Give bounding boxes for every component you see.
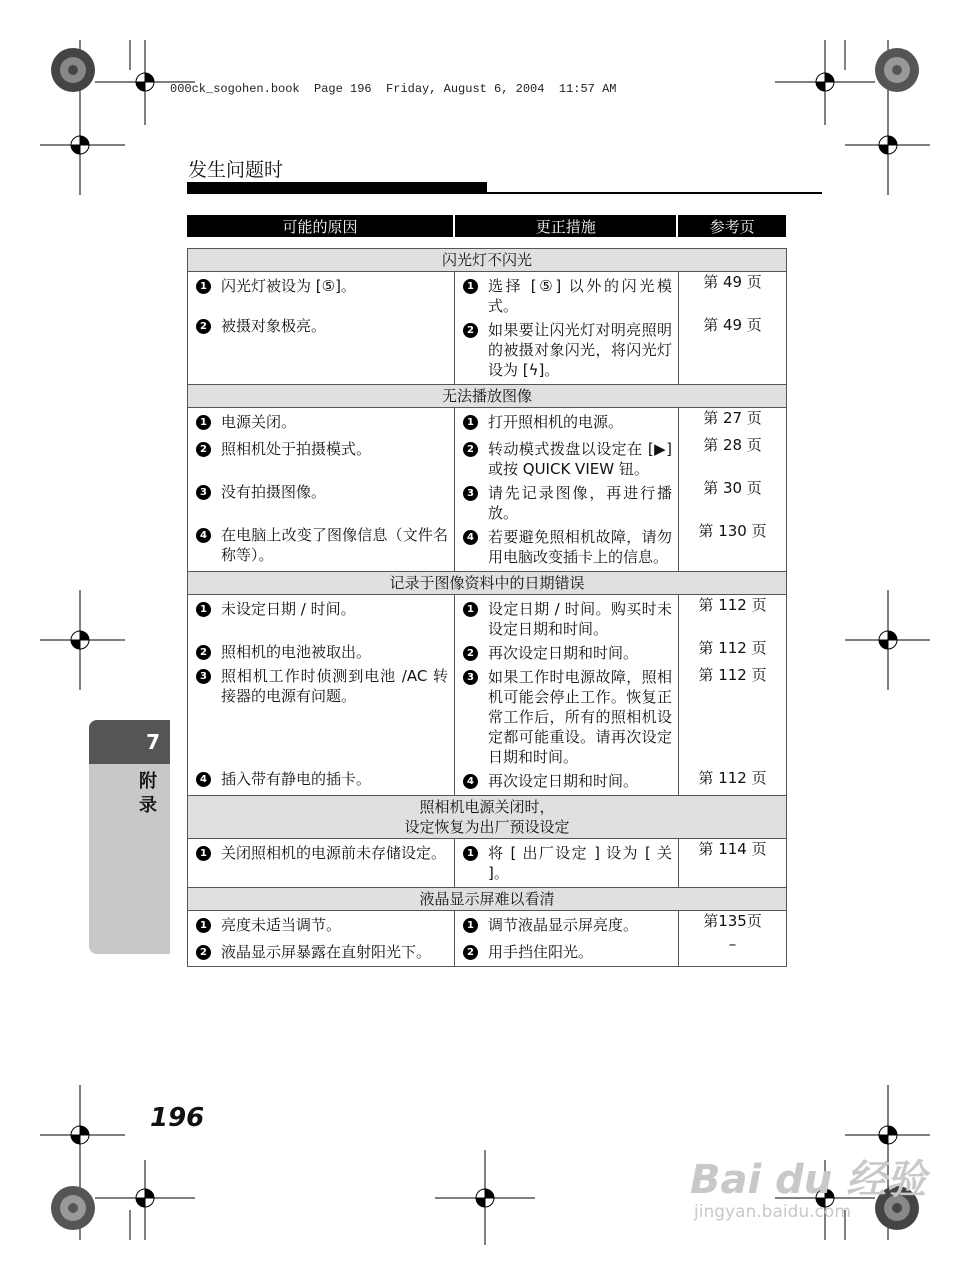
- column-header-bar: [187, 215, 786, 237]
- fix-text: 如果要让闪光灯对明亮照明的被摄对象闪光，将闪光灯设为 [ϟ]。: [488, 321, 672, 379]
- list-item: [188, 482, 454, 502]
- fix-text: 用手挡住阳光。: [488, 943, 594, 961]
- item-number-badge: 1: [196, 602, 211, 617]
- list-item: [455, 483, 678, 523]
- ref-cell: [679, 272, 787, 385]
- fix-text: 如果工作时电源故障，照相机可能会停止工作。恢复正常工作后，所有的照相机设定都可能重设。请再次设定日期和时间。: [488, 668, 672, 766]
- file-info-line: 000ck_sogohen.book Page 196 Friday, August 6, 2004 11:57 AM: [170, 82, 617, 96]
- item-number-badge: 4: [196, 528, 211, 543]
- cause-text: 关闭照相机的电源前未存储设定。: [221, 844, 447, 862]
- page-reference: 第 28 页: [703, 436, 762, 454]
- ref-cell: [679, 595, 787, 796]
- fix-text: 调节液晶显示屏亮度。: [488, 916, 639, 934]
- ref-cell: [679, 839, 787, 888]
- baidu-watermark: [690, 1158, 926, 1222]
- item-number-badge: 2: [196, 442, 211, 457]
- list-item: [188, 595, 454, 619]
- cause-cell: [188, 839, 455, 888]
- watermark-logo-text: Bai du 经验: [690, 1157, 927, 1203]
- item-number-badge: 2: [463, 945, 478, 960]
- fix-text: 若要避免照相机故障，请勿用电脑改变插卡上的信息。: [488, 528, 672, 566]
- list-item: [455, 272, 678, 316]
- column-header-fix: 更正措施: [453, 215, 676, 237]
- section-title-line2: 设定恢复为出厂预设设定: [404, 818, 570, 836]
- item-number-badge: 2: [463, 442, 478, 457]
- item-number-badge: 4: [463, 774, 478, 789]
- section-title: 无法播放图像: [188, 385, 787, 408]
- cause-cell: [188, 408, 455, 572]
- ref-cell: [679, 408, 787, 572]
- item-number-badge: 3: [463, 670, 478, 685]
- item-number-badge: 1: [463, 918, 478, 933]
- list-item: [188, 911, 454, 935]
- page-reference: 第 112 页: [698, 769, 767, 787]
- page-reference: 第 49 页: [703, 316, 762, 334]
- list-item: [188, 272, 454, 296]
- page-reference: 第135页: [703, 912, 762, 930]
- cause-text: 被摄对象极亮。: [221, 317, 327, 335]
- list-item: [188, 316, 454, 340]
- item-number-badge: 3: [196, 669, 211, 684]
- section-title: 液晶显示屏难以看清: [188, 888, 787, 911]
- fix-text: 选择 [⑤] 以外的闪光模式。: [488, 277, 672, 315]
- watermark-url: jingyan.baidu.com: [694, 1202, 851, 1222]
- list-item: [455, 320, 678, 384]
- cause-text: 没有拍摄图像。: [221, 483, 327, 501]
- cause-text: 插入带有静电的插卡。: [221, 770, 372, 788]
- list-item: [455, 911, 678, 935]
- list-item: [188, 642, 454, 662]
- page-reference: 第 112 页: [698, 666, 767, 684]
- list-item: [188, 666, 454, 706]
- fix-cell: [455, 839, 679, 888]
- page-reference: 第 27 页: [703, 409, 762, 427]
- cause-cell: [188, 911, 455, 967]
- item-number-badge: 1: [196, 846, 211, 861]
- fix-text: 转动模式拨盘以设定在 [▶] 或按 QUICK VIEW 钮。: [488, 440, 672, 478]
- cause-text: 在电脑上改变了图像信息（文件名称等）。: [221, 526, 448, 564]
- troubleshooting-table: [187, 248, 787, 967]
- cause-text: 照相机工作时侦测到电池 /AC 转接器的电源有问题。: [221, 667, 448, 705]
- item-number-badge: 2: [463, 646, 478, 661]
- fix-text: 再次设定日期和时间。: [488, 644, 639, 662]
- page-reference: –: [728, 935, 737, 953]
- item-number-badge: 4: [463, 530, 478, 545]
- fix-cell: [455, 911, 679, 967]
- page-reference: 第 30 页: [703, 479, 762, 497]
- cause-text: 闪光灯被设为 [⑤]。: [221, 277, 356, 295]
- page-reference: 第 49 页: [703, 273, 762, 291]
- item-number-badge: 1: [196, 279, 211, 294]
- fix-text: 设定日期 / 时间。购买时未设定日期和时间。: [488, 600, 672, 638]
- item-number-badge: 1: [196, 415, 211, 430]
- fix-text: 请先记录图像，再进行播放。: [488, 484, 672, 522]
- list-item: [188, 769, 454, 793]
- fix-text: 打开照相机的电源。: [488, 413, 624, 431]
- list-item: [455, 942, 678, 966]
- list-item: [455, 771, 678, 795]
- page-reference: 第 112 页: [698, 596, 767, 614]
- item-number-badge: 2: [196, 645, 211, 660]
- item-number-badge: 3: [463, 486, 478, 501]
- page-reference: 第 130 页: [698, 522, 767, 540]
- item-number-badge: 1: [463, 602, 478, 617]
- page-title: 发生问题时: [188, 159, 284, 181]
- chapter-number: 7: [89, 720, 170, 764]
- cause-text: 亮度未适当调节。: [221, 916, 342, 934]
- page-reference: 第 114 页: [698, 840, 767, 858]
- item-number-badge: 1: [463, 846, 478, 861]
- fix-cell: [455, 595, 679, 796]
- section-title: [188, 796, 787, 839]
- list-item: [188, 408, 454, 432]
- item-number-badge: 1: [463, 415, 478, 430]
- section-title: 记录于图像资料中的日期错误: [188, 572, 787, 595]
- cause-text: 照相机处于拍摄模式。: [221, 440, 372, 458]
- list-item: [188, 525, 454, 569]
- item-number-badge: 2: [463, 323, 478, 338]
- fix-text: 再次设定日期和时间。: [488, 772, 639, 790]
- fix-text: 将 [ 出厂设定 ] 设为 [ 关 ]。: [488, 844, 672, 882]
- list-item: [455, 595, 678, 639]
- cause-cell: [188, 272, 455, 385]
- item-number-badge: 2: [196, 319, 211, 334]
- list-item: [188, 839, 454, 867]
- page-reference: 第 112 页: [698, 639, 767, 657]
- item-number-badge: 3: [196, 485, 211, 500]
- fix-cell: [455, 408, 679, 572]
- cause-text: 未设定日期 / 时间。: [221, 600, 356, 618]
- list-item: [455, 643, 678, 663]
- fix-cell: [455, 272, 679, 385]
- cause-cell: [188, 595, 455, 796]
- cause-text: 电源关闭。: [221, 413, 297, 431]
- section-title-line1: 照相机电源关闭时，: [419, 798, 555, 816]
- column-header-cause: 可能的原因: [187, 215, 453, 237]
- list-item: [455, 527, 678, 571]
- list-item: [455, 439, 678, 479]
- list-item: [188, 942, 454, 966]
- ref-cell: [679, 911, 787, 967]
- cause-text: 液晶显示屏暴露在直射阳光下。: [221, 943, 432, 961]
- list-item: [188, 439, 454, 459]
- list-item: [455, 667, 678, 767]
- list-item: [455, 408, 678, 432]
- section-title: 闪光灯不闪光: [188, 249, 787, 272]
- item-number-badge: 4: [196, 772, 211, 787]
- item-number-badge: 2: [196, 945, 211, 960]
- chapter-label: 附录: [139, 771, 157, 816]
- title-rule-thick: [187, 182, 487, 194]
- page-number: 196: [150, 1103, 205, 1133]
- title-rule-thin: [487, 192, 822, 194]
- column-header-ref: 参考页: [676, 215, 786, 237]
- item-number-badge: 1: [463, 279, 478, 294]
- item-number-badge: 1: [196, 918, 211, 933]
- cause-text: 照相机的电池被取出。: [221, 643, 372, 661]
- list-item: [455, 839, 678, 887]
